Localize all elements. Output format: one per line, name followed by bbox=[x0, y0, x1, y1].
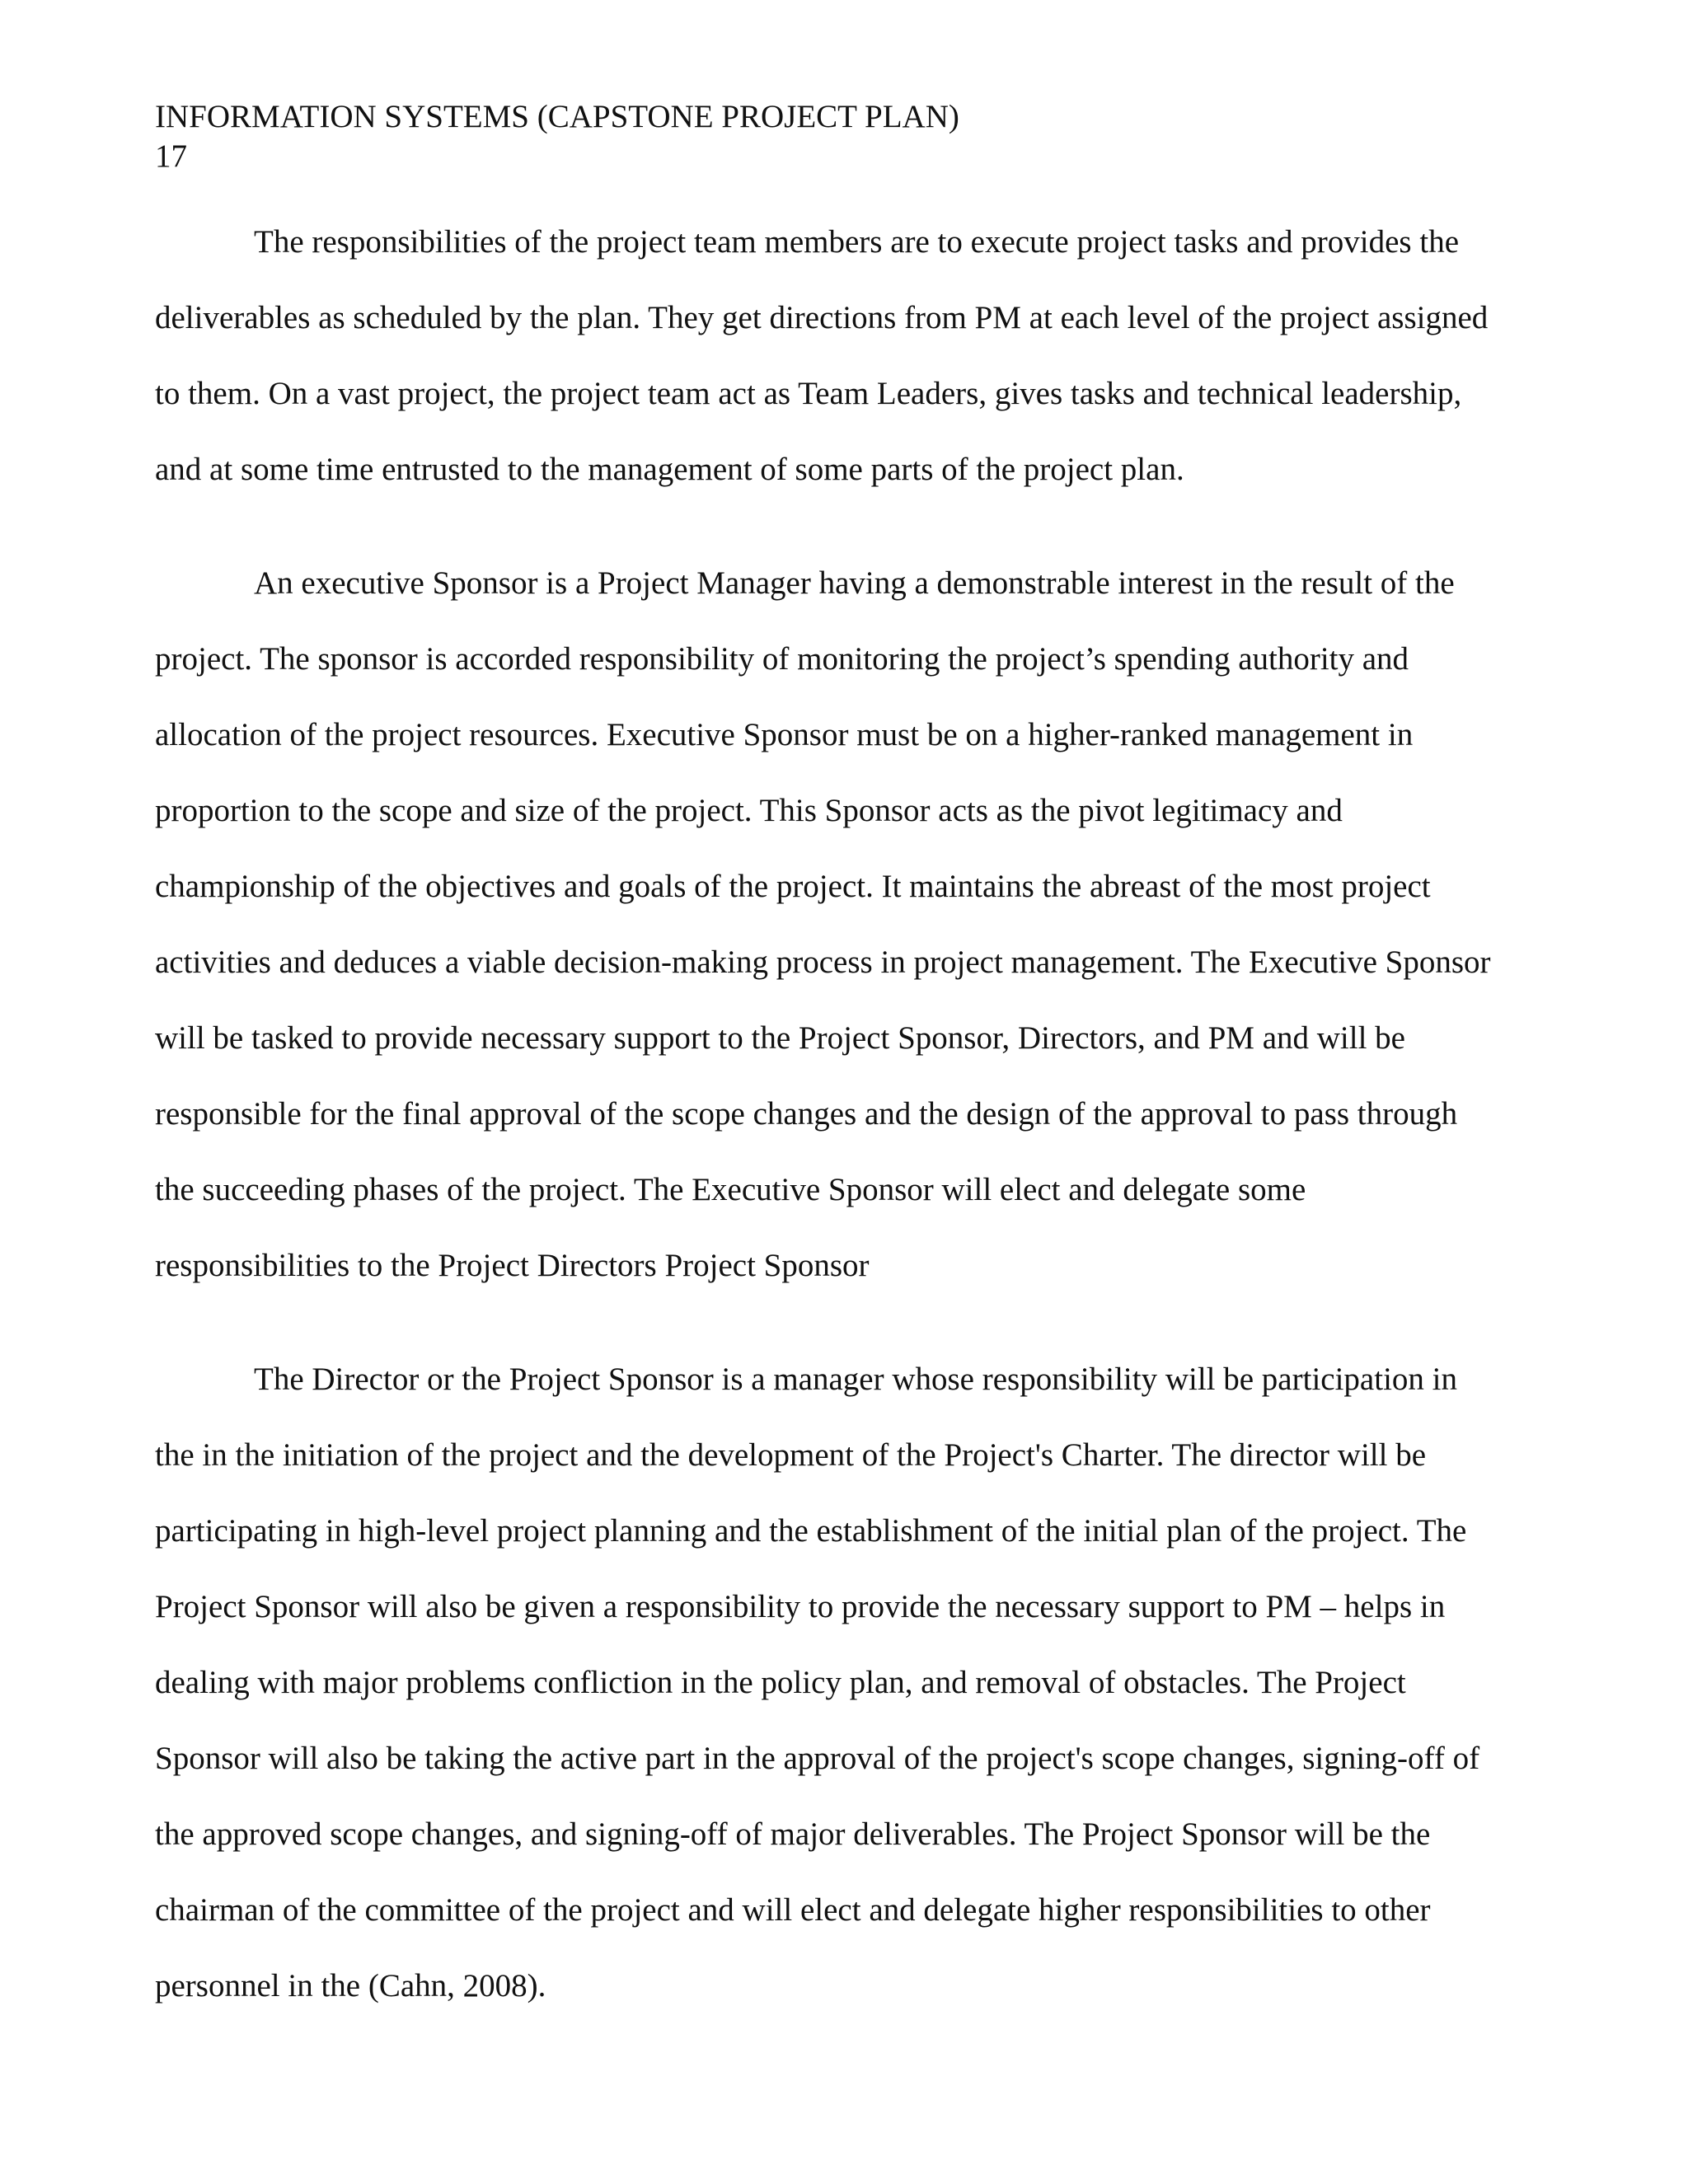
text-line: will be tasked to provide necessary support to the Project Sponsor, Directors, and PM and will be bbox=[155, 1020, 1405, 1056]
text-line: The responsibilities of the project team members are to execute project tasks and provides the bbox=[254, 224, 1460, 260]
text-line: Sponsor will also be taking the active part in the approval of the project's scope changes, signing-off of bbox=[155, 1741, 1480, 1776]
document-body bbox=[155, 204, 1540, 2062]
text-line: the approved scope changes, and signing-off of major deliverables. The Project Sponsor will be the bbox=[155, 1816, 1431, 1852]
paragraph-executive-sponsor bbox=[155, 546, 1540, 1304]
text-line: participating in high-level project planning and the establishment of the initial plan of the project. The bbox=[155, 1513, 1467, 1549]
text-line: allocation of the project resources. Executive Sponsor must be on a higher-ranked management in bbox=[155, 717, 1414, 752]
text-line: responsible for the final approval of the scope changes and the design of the approval to pass through bbox=[155, 1096, 1458, 1132]
running-head-title: INFORMATION SYSTEMS (CAPSTONE PROJECT PLAN) bbox=[155, 99, 959, 134]
text-line: personnel in the (Cahn, 2008). bbox=[155, 1968, 546, 2004]
text-line: dealing with major problems confliction in the policy plan, and removal of obstacles. The Project bbox=[155, 1665, 1406, 1700]
text-line: responsibilities to the Project Directors Project Sponsor bbox=[155, 1248, 870, 1283]
paragraph-project-sponsor bbox=[155, 1342, 1540, 2024]
text-line: to them. On a vast project, the project team act as Team Leaders, gives tasks and technical leadership, bbox=[155, 376, 1462, 411]
text-line: chairman of the committee of the project and will elect and delegate higher responsibilities to other bbox=[155, 1892, 1431, 1928]
text-line: An executive Sponsor is a Project Manager having a demonstrable interest in the result of the bbox=[254, 565, 1455, 601]
running-head bbox=[155, 97, 959, 176]
text-line: the succeeding phases of the project. The Executive Sponsor will elect and delegate some bbox=[155, 1172, 1306, 1207]
text-line: Project Sponsor will also be given a responsibility to provide the necessary support to PM – helps in bbox=[155, 1589, 1446, 1624]
text-line: activities and deduces a viable decision-making process in project management. The Executive Sponsor bbox=[155, 944, 1491, 980]
text-line: championship of the objectives and goals of the project. It maintains the abreast of the most project bbox=[155, 869, 1431, 904]
text-line: The Director or the Project Sponsor is a manager whose responsibility will be participation in bbox=[254, 1361, 1457, 1397]
text-line: deliverables as scheduled by the plan. They get directions from PM at each level of the project assigned bbox=[155, 300, 1489, 335]
paragraph-team-members bbox=[155, 204, 1540, 508]
text-line: and at some time entrusted to the management of some parts of the project plan. bbox=[155, 452, 1184, 487]
text-line: proportion to the scope and size of the project. This Sponsor acts as the pivot legitimacy and bbox=[155, 793, 1343, 828]
text-line: project. The sponsor is accorded responsibility of monitoring the project’s spending authority and bbox=[155, 641, 1409, 677]
page-number: 17 bbox=[155, 138, 187, 174]
text-line: the in the initiation of the project and the development of the Project's Charter. The director will be bbox=[155, 1437, 1427, 1473]
